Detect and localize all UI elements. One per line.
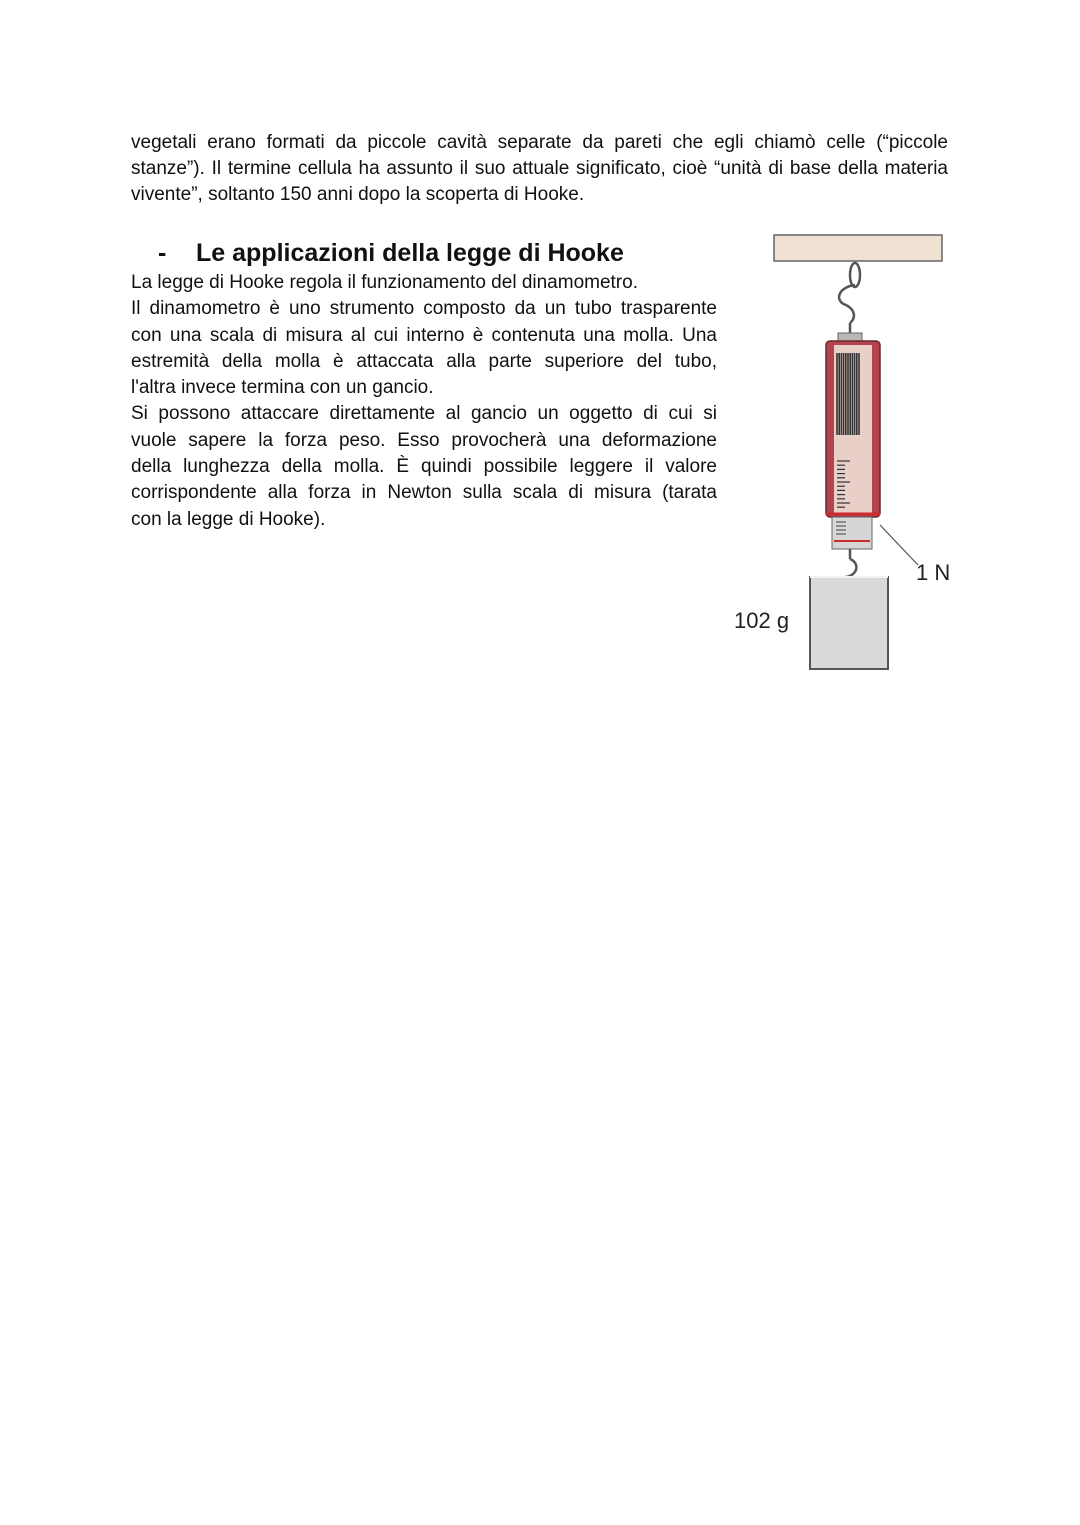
paragraph-line: Il dinamometro è uno strumento composto da un tubo trasparente [131,298,717,320]
intro-line: materia vivente”, soltanto 150 anni dopo la scoperta di Hooke. [131,158,948,205]
section-paragraph [131,270,717,533]
paragraph-line: vuole sapere la forza peso. Esso provocherà una deformazione [131,429,717,451]
paragraph-line: Si possono attaccare direttamente al gancio un oggetto di cui si [131,403,717,425]
intro-line: vegetali erano formati da piccole cavità separate da pareti che egli chiamò celle (“piccole [131,132,948,153]
dynamometer-figure [720,225,960,685]
weight-block [810,577,888,669]
top-hook [839,263,860,335]
ceiling-bar [774,235,942,261]
heading-bullet: - [158,239,167,267]
paragraph-line: con una scala di misura al cui interno è contenuta una molla. Una [131,324,717,346]
intro-line: stanze”). Il termine cellula ha assunto il suo attuale significato, cioè “unità di base della [131,158,878,179]
intro-paragraph [131,130,948,208]
paragraph-line: della lunghezza della molla. È quindi possibile leggere il valore [131,456,717,478]
heading-title: Le applicazioni della legge di Hooke [196,239,624,267]
force-label: 1 N [916,560,951,585]
paragraph-line: l'altra invece termina con un gancio. [131,377,434,399]
leader-line [880,525,918,565]
paragraph-line: La legge di Hooke regola il funzionamento del dinamometro. [131,272,638,293]
mass-label: 102 g [734,608,790,633]
section-heading [158,238,624,268]
paragraph-line: estremità della molla è attaccata alla parte superiore del tubo, [131,350,717,372]
paragraph-line: con la legge di Hooke). [131,508,326,530]
paragraph-line: corrispondente alla forza in Newton sulla scala di misura (tarata [131,482,717,504]
